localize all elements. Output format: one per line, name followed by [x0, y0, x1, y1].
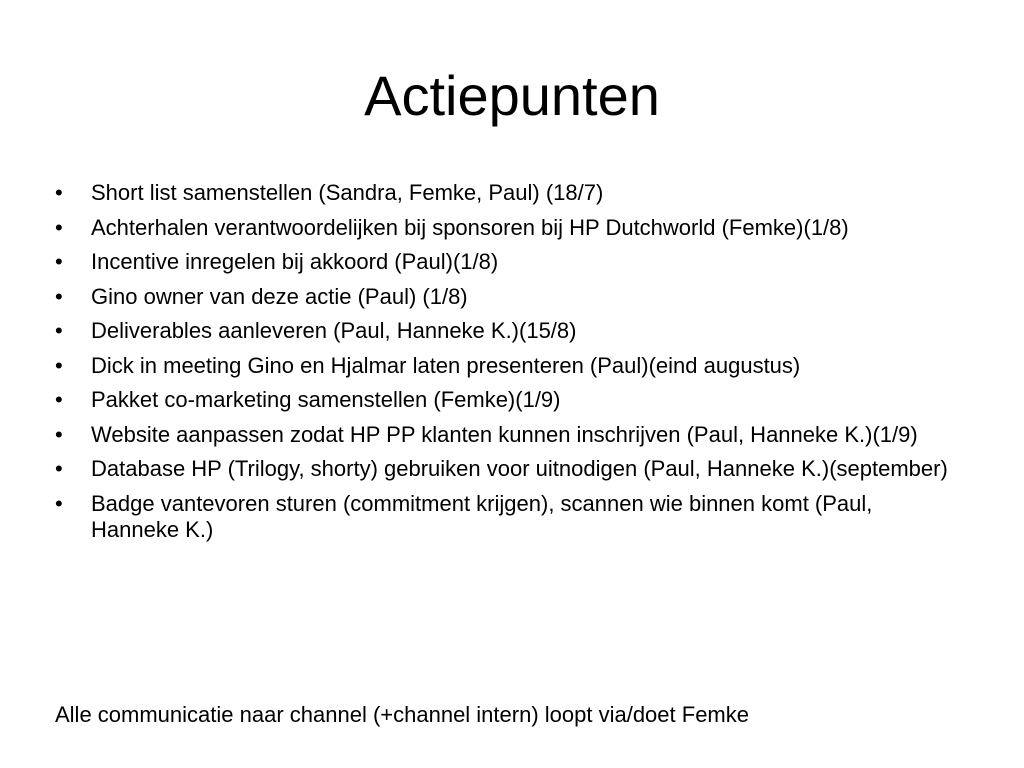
- list-item: [55, 180, 955, 206]
- bullet-icon: •: [55, 352, 63, 378]
- bullet-icon: •: [55, 283, 63, 309]
- list-item-text: Website aanpassen zodat HP PP klanten kunnen inschrijven (Paul, Hanneke K.)(1/9): [91, 421, 918, 447]
- list-item: [55, 387, 955, 413]
- list-item-text: Pakket co-marketing samenstellen (Femke)(1/9): [91, 387, 561, 412]
- list-item-text: Badge vantevoren sturen (commitment krijgen), scannen wie binnen komt (Paul, Hanneke K.): [91, 490, 873, 542]
- bullet-icon: •: [55, 490, 63, 516]
- bullet-icon: •: [55, 318, 63, 343]
- slide-title: Actiepunten: [364, 64, 660, 127]
- list-item: [55, 422, 955, 448]
- list-item: [55, 284, 955, 310]
- list-item: [55, 249, 955, 275]
- list-item: [55, 491, 955, 543]
- list-item: [55, 215, 955, 241]
- list-item-text: Incentive inregelen bij akkoord (Paul)(1/8): [91, 249, 499, 274]
- bullet-icon: •: [55, 421, 63, 447]
- bullet-icon: •: [55, 456, 63, 481]
- list-item-text: Database HP (Trilogy, shorty) gebruiken voor uitnodigen (Paul, Hanneke K.)(september): [91, 456, 948, 481]
- bullet-icon: •: [55, 387, 63, 412]
- bullet-icon: •: [55, 249, 63, 274]
- bullet-icon: •: [55, 180, 63, 205]
- footer-note: Alle communicatie naar channel (+channel intern) loopt via/doet Femke: [55, 702, 749, 727]
- list-item: [55, 318, 955, 344]
- list-item-text: Short list samenstellen (Sandra, Femke, Paul) (18/7): [91, 180, 604, 205]
- bullet-icon: •: [55, 214, 63, 240]
- list-item-text: Deliverables aanleveren (Paul, Hanneke K.)(15/8): [91, 318, 577, 343]
- list-item: [55, 353, 955, 379]
- list-item: [55, 456, 955, 482]
- list-item-text: Achterhalen verantwoordelijken bij sponsoren bij HP Dutchworld (Femke)(1/8): [91, 214, 849, 240]
- list-item-text: Dick in meeting Gino en Hjalmar laten presenteren (Paul)(eind augustus): [91, 352, 801, 378]
- action-item-list: [55, 180, 955, 551]
- list-item-text: Gino owner van deze actie (Paul) (1/8): [91, 283, 468, 309]
